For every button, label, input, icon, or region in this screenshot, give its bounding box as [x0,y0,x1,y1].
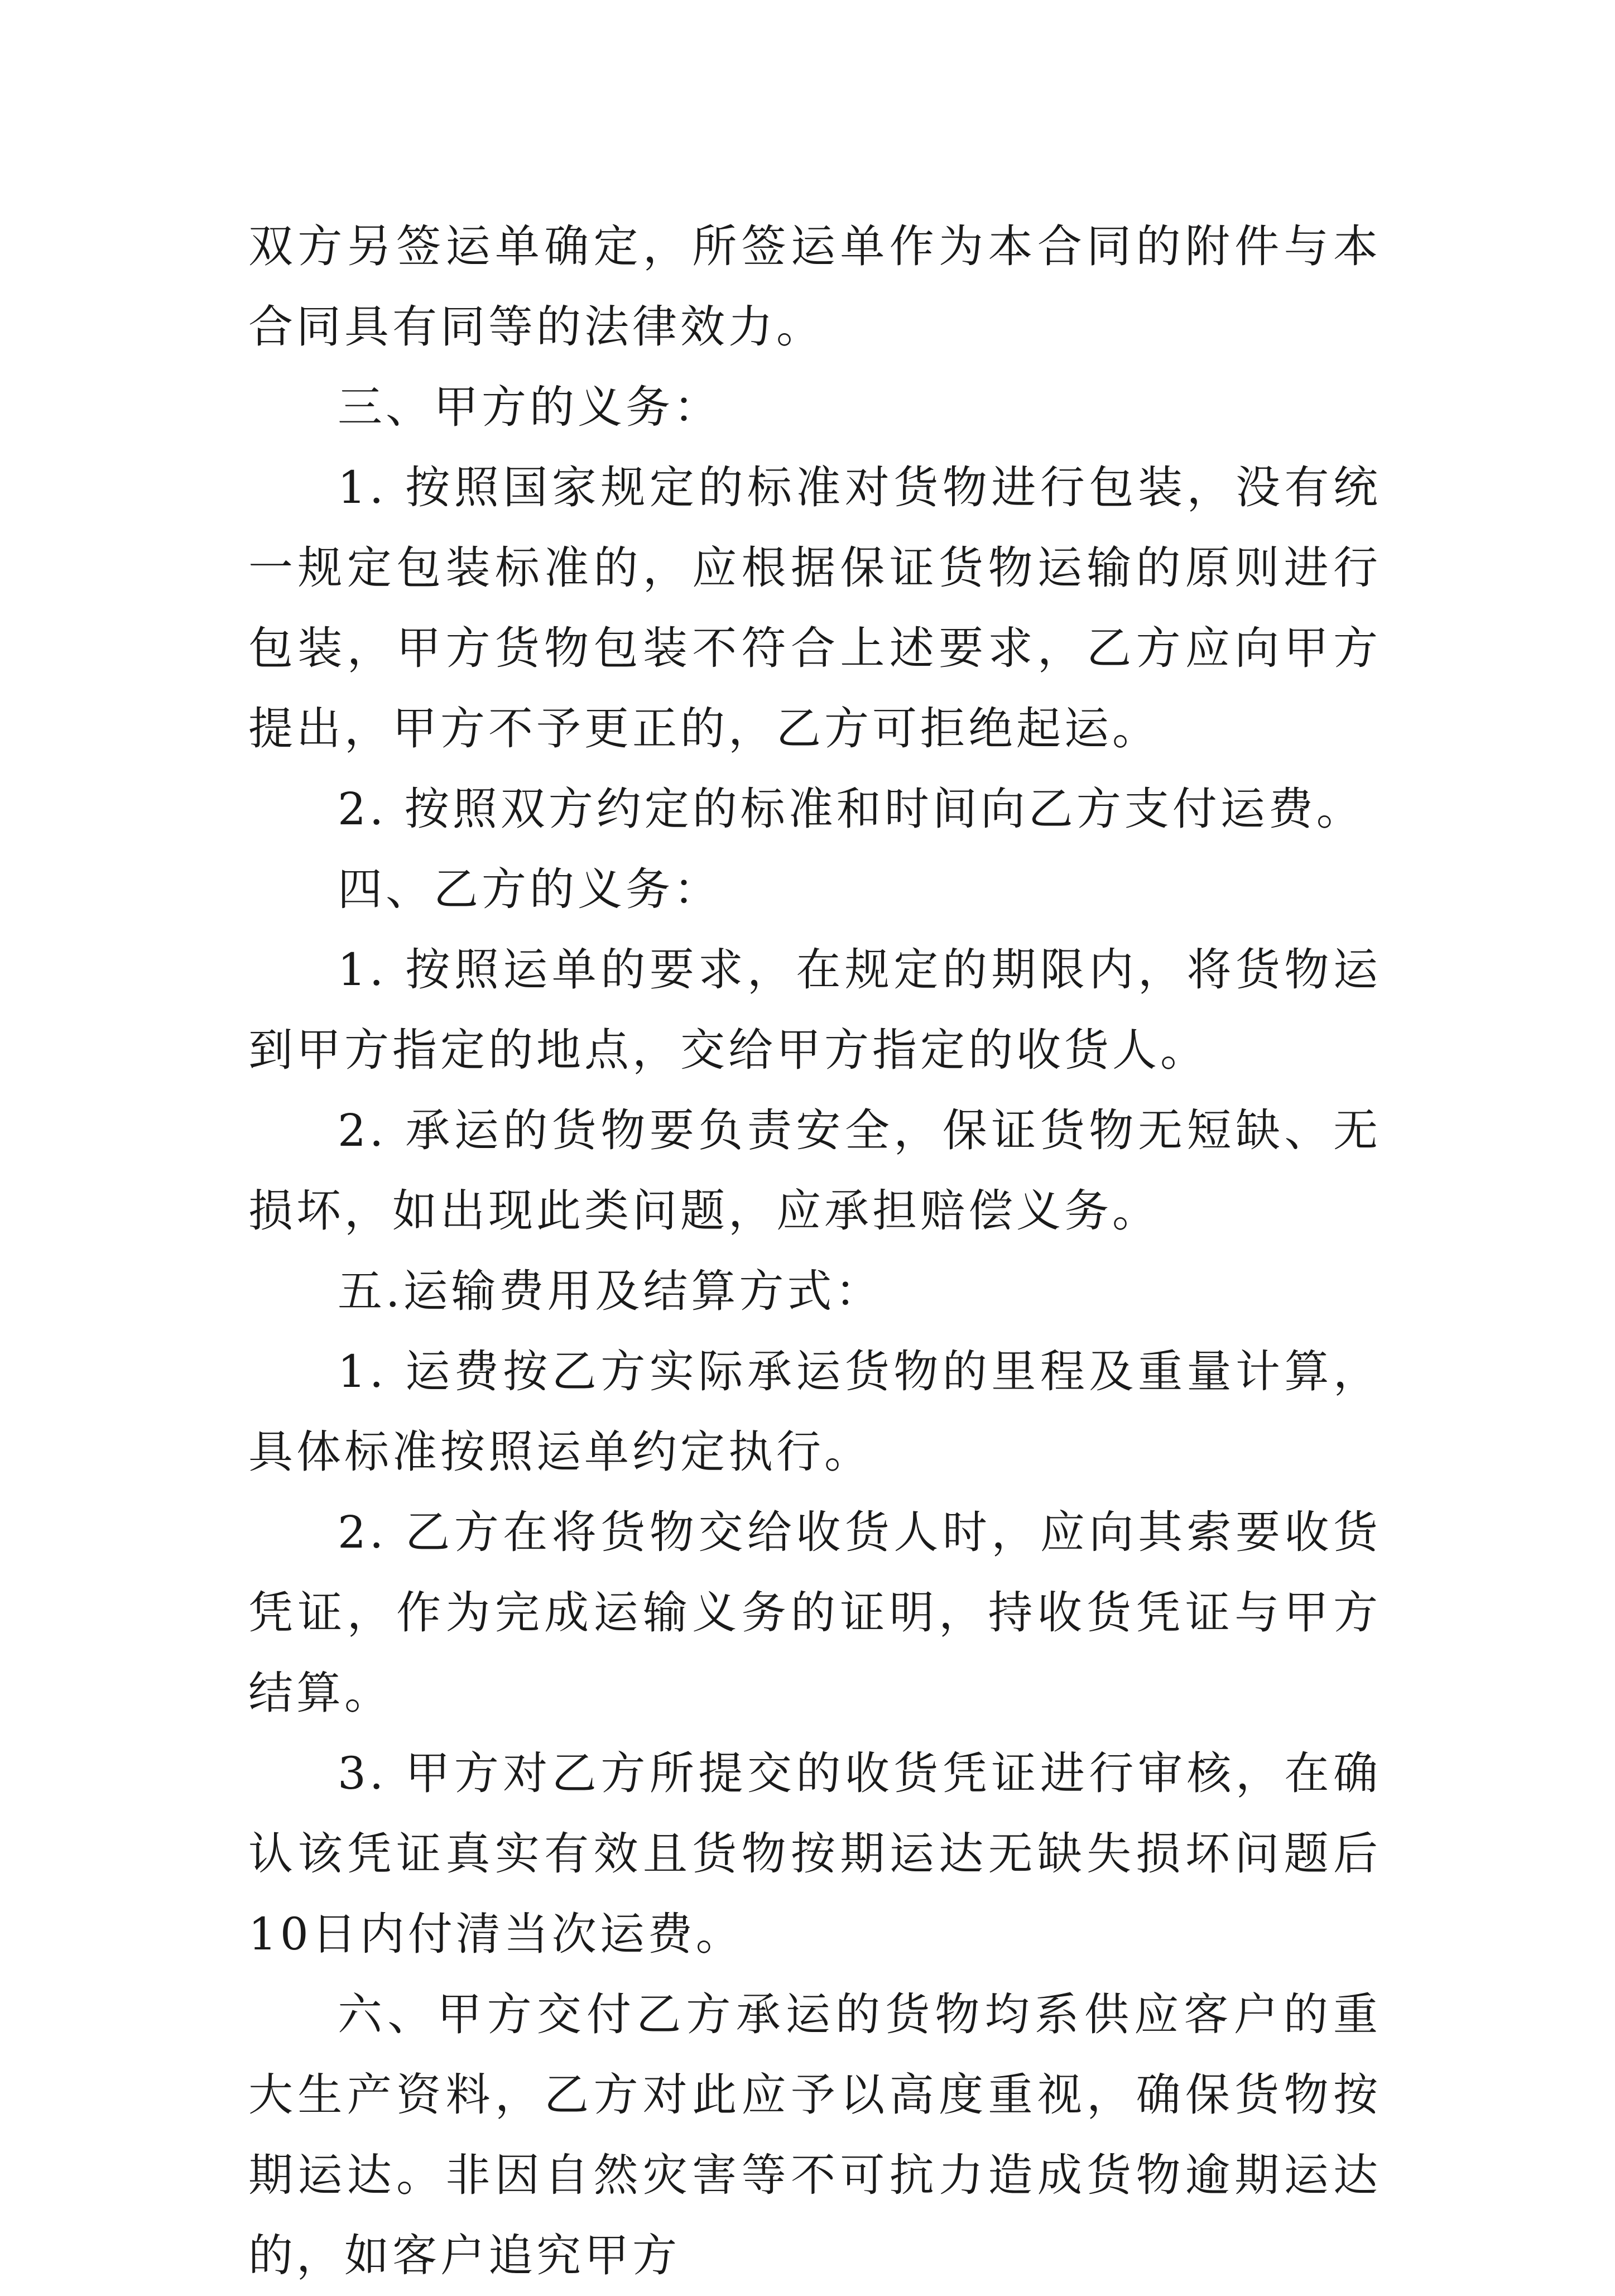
clause-f2-receipt: 2. 乙方在将货物交给收货人时，应向其索要收货凭证，作为完成运输义务的证明，持收货凭证与甲方结算。 [248,1506,1381,1719]
clause-f1-fee-calculation: 1. 运费按乙方实际承运货物的里程及重量计算，具体标准按照运单约定执行。 [248,1346,1381,1478]
clause-b1-delivery: 1. 按照运单的要求，在规定的期限内，将货物运到甲方指定的地点，交给甲方指定的收货人。 [248,944,1381,1076]
clause-a2-payment: 2. 按照双方约定的标准和时间向乙方支付运费。 [338,783,1364,835]
clause-f3-review-payment: 3. 甲方对乙方所提交的收货凭证进行审核，在确认该凭证真实有效且货物按期运达无缺失损坏问题后10日内付清当次运费。 [248,1747,1381,1960]
clause-b2-safety: 2. 承运的货物要负责安全，保证货物无短缺、无损坏，如出现此类问题，应承担赔偿义务。 [248,1104,1381,1237]
section-six-importance: 六、甲方交付乙方承运的货物均系供应客户的重大生产资料，乙方对此应予以高度重视，确保货物按期运达。非因自然灾害等不可抗力造成货物逾期运达的，如客户追究甲方 [248,1988,1381,2281]
section-heading-fees-settlement: 五.运输费用及结算方式： [338,1265,883,1317]
section-heading-party-b-obligations: 四、乙方的义务： [338,863,722,915]
contract-body [248,206,1381,2296]
paragraph-continuation: 双方另签运单确定，所签运单作为本合同的附件与本合同具有同等的法律效力。 [248,220,1381,353]
clause-a1-packaging: 1. 按照国家规定的标准对货物进行包装，没有统一规定包装标准的，应根据保证货物运输的原则进行包装，甲方货物包装不符合上述要求，乙方应向甲方提出，甲方不予更正的，乙方可拒绝起运。 [248,462,1381,755]
section-heading-party-a-obligations: 三、甲方的义务： [338,381,722,433]
